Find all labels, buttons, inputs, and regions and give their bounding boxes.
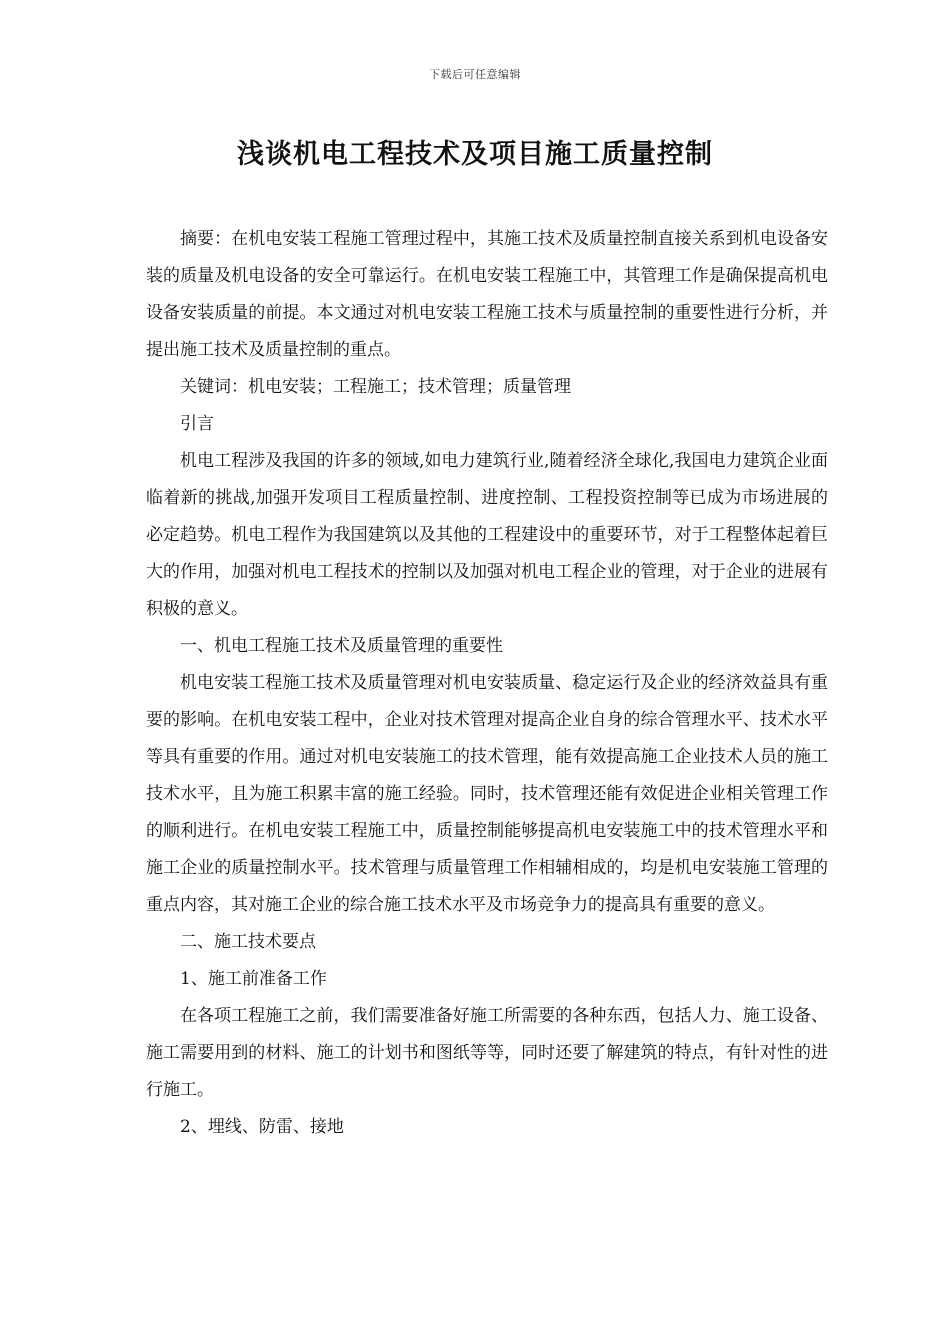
subsection-heading-2-1: 1、施工前准备工作 <box>180 969 327 989</box>
section-heading-2: 二、施工技术要点 <box>180 932 316 952</box>
document-title: 浅谈机电工程技术及项目施工质量控制 <box>237 139 713 170</box>
section-heading-introduction: 引言 <box>180 414 214 434</box>
document-body <box>146 221 828 1146</box>
abstract-paragraph: 摘要：在机电安装工程施工管理过程中，其施工技术及质量控制直接关系到机电设备安装的质量及机电设备的安全可靠运行。在机电安装工程施工中，其管理工作是确保提高机电设备安装质量的前提。本文通过对机电安装工程施工技术与质量控制的重要性进行分析，并提出施工技术及质量控制的重点。 <box>146 229 828 360</box>
keywords-line: 关键词：机电安装；工程施工；技术管理；质量管理 <box>180 377 571 397</box>
subsection-heading-2-2: 2、埋线、防雷、接地 <box>180 1117 344 1137</box>
header-note: 下载后可任意编辑 <box>429 68 521 81</box>
section-1-paragraph: 机电安装工程施工技术及质量管理对机电安装质量、稳定运行及企业的经济效益具有重要的影响。在机电安装工程中，企业对技术管理对提高企业自身的综合管理水平、技术水平等具有重要的作用。通过对机电安装施工的技术管理，能有效提高施工企业技术人员的施工技术水平，且为施工积累丰富的施工经验。同时，技术管理还能有效促进企业相关管理工作的顺利进行。在机电安装工程施工中，质量控制能够提高机电安装施工中的技术管理水平和施工企业的质量控制水平。技术管理与质量管理工作相辅相成的，均是机电安装施工管理的重点内容，其对施工企业的综合施工技术水平及市场竞争力的提高具有重要的意义。 <box>146 673 828 915</box>
section-heading-1: 一、机电工程施工技术及质量管理的重要性 <box>180 636 503 656</box>
subsection-2-1-paragraph: 在各项工程施工之前，我们需要准备好施工所需要的各种东西，包括人力、施工设备、施工需要用到的材料、施工的计划书和图纸等等，同时还要了解建筑的特点，有针对性的进行施工。 <box>146 1006 828 1100</box>
introduction-paragraph: 机电工程涉及我国的许多的领域,如电力建筑行业,随着经济全球化,我国电力建筑企业面临着新的挑战,加强开发项目工程质量控制、进度控制、工程投资控制等已成为市场进展的必定趋势。机电工程作为我国建筑以及其他的工程建设中的重要环节，对于工程整体起着巨大的作用，加强对机电工程技术的控制以及加强对机电工程企业的管理，对于企业的进展有积极的意义。 <box>146 451 828 619</box>
